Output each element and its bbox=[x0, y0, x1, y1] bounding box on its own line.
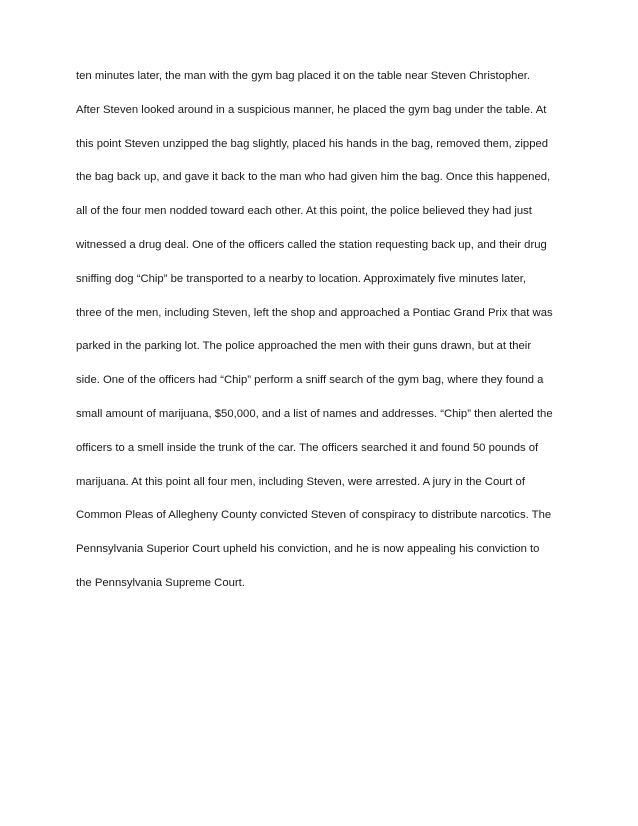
text-line-13: marijuana. At this point all four men, including Steven, were arrested. A jury in the Court of bbox=[76, 475, 525, 488]
text-line-16: the Pennsylvania Supreme Court. bbox=[76, 576, 245, 589]
text-line-2: After Steven looked around in a suspicious manner, he placed the gym bag under the table. At bbox=[76, 103, 547, 116]
body-text bbox=[76, 66, 566, 607]
text-line-9: parked in the parking lot. The police approached the men with their guns drawn, but at their bbox=[76, 340, 532, 353]
text-line-1: ten minutes later, the man with the gym bag placed it on the table near Steven Christopher. bbox=[76, 70, 531, 82]
text-line-14: Common Pleas of Allegheny County convicted Steven of conspiracy to distribute narcotics. The bbox=[76, 509, 552, 522]
text-line-3: this point Steven unzipped the bag slightly, placed his hands in the bag, removed them, zipped bbox=[76, 137, 549, 150]
text-line-12: officers to a smell inside the trunk of the car. The officers searched it and found 50 pounds of bbox=[76, 441, 539, 454]
text-line-10: side. One of the officers had “Chip” perform a sniff search of the gym bag, where they found a bbox=[76, 374, 544, 387]
text-line-7: sniffing dog “Chip” be transported to a nearby to location. Approximately five minutes later, bbox=[76, 272, 527, 285]
text-line-15: Pennsylvania Superior Court upheld his conviction, and he is now appealing his conviction to bbox=[76, 543, 540, 556]
text-line-8: three of the men, including Steven, left the shop and approached a Pontiac Grand Prix that was bbox=[76, 306, 553, 319]
text-line-5: all of the four men nodded toward each other. At this point, the police believed they had just bbox=[76, 205, 532, 218]
text-line-4: the bag back up, and gave it back to the man who had given him the bag. Once this happened, bbox=[76, 171, 551, 184]
text-line-6: witnessed a drug deal. One of the officers called the station requesting back up, and their drug bbox=[76, 238, 547, 251]
text-line-11: small amount of marijuana, $50,000, and a list of names and addresses. “Chip” then alerted the bbox=[76, 407, 553, 420]
